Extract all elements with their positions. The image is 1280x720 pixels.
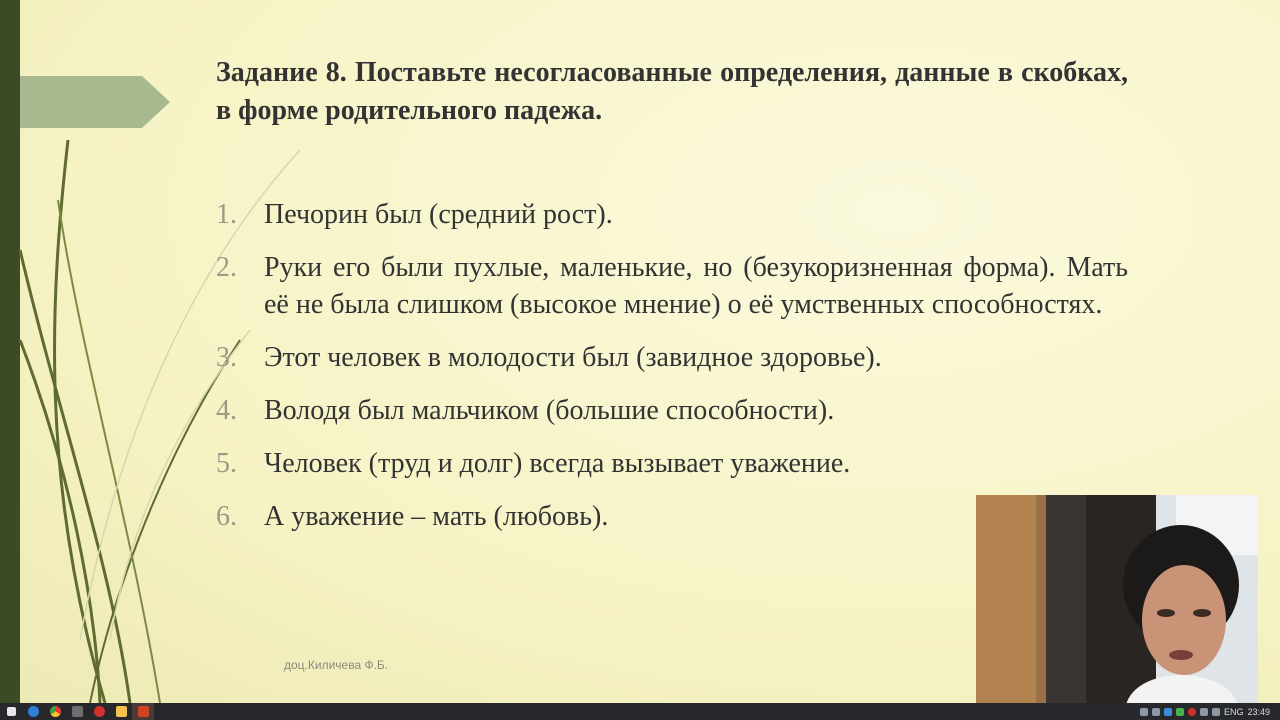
item-text: Этот человек в молодости был (завидное здоровье). xyxy=(264,342,882,373)
powerpoint-icon xyxy=(138,706,149,717)
webcam-overlay[interactable] xyxy=(976,495,1258,705)
item-number: 4. xyxy=(216,395,237,426)
tray-icon[interactable] xyxy=(1200,708,1208,716)
item-number: 6. xyxy=(216,501,237,532)
volume-icon[interactable] xyxy=(1212,708,1220,716)
item-text: Володя был мальчиком (большие способности). xyxy=(264,395,835,426)
list-item xyxy=(214,339,1128,376)
taskbar-app-recorder[interactable] xyxy=(88,703,110,720)
slide-footer: доц.Киличева Ф.Б. xyxy=(284,658,389,672)
list-item xyxy=(214,445,1128,482)
tray-icon[interactable] xyxy=(1152,708,1160,716)
camera-icon xyxy=(72,706,83,717)
item-number: 2. xyxy=(216,252,237,283)
language-indicator[interactable]: ENG xyxy=(1223,706,1244,717)
taskbar-app-browser[interactable] xyxy=(22,703,44,720)
webcam-video-frame xyxy=(976,495,1258,705)
record-icon xyxy=(94,706,105,717)
taskbar-app-camera[interactable] xyxy=(66,703,88,720)
item-text: Печорин был (средний рост). xyxy=(264,199,613,230)
taskbar-app-powerpoint[interactable] xyxy=(132,703,154,720)
clock[interactable]: 23:49 xyxy=(1247,706,1270,717)
list-item xyxy=(214,392,1128,429)
item-number: 5. xyxy=(216,448,237,479)
list-item xyxy=(214,196,1128,233)
item-number: 3. xyxy=(216,342,237,373)
taskbar xyxy=(0,703,1280,720)
list-item xyxy=(214,249,1128,323)
item-number: 1. xyxy=(216,199,237,230)
start-icon xyxy=(7,707,16,716)
taskbar-app-chrome[interactable] xyxy=(44,703,66,720)
taskbar-app-explorer[interactable] xyxy=(110,703,132,720)
browser-icon xyxy=(28,706,39,717)
tray-icon[interactable] xyxy=(1176,708,1184,716)
start-button[interactable] xyxy=(0,703,22,720)
item-text: Человек (труд и долг) всегда вызывает уважение. xyxy=(264,448,851,479)
folder-icon xyxy=(116,706,127,717)
chrome-icon xyxy=(50,706,61,717)
item-text: А уважение – мать (любовь). xyxy=(264,501,609,532)
system-tray xyxy=(1140,707,1280,717)
tray-icon[interactable] xyxy=(1140,708,1148,716)
title-arrow-decoration xyxy=(20,76,170,128)
tray-icon[interactable] xyxy=(1164,708,1172,716)
tray-icon[interactable] xyxy=(1188,708,1196,716)
task-title: Задание 8. Поставьте несогласованные определения, данные в скобках, в форме родительного падежа. xyxy=(216,57,1128,126)
item-text: Руки его были пухлые, маленькие, но (безукоризненная форма). Мать её не была слишком (высокое мнение) о её умственных способностях. xyxy=(264,252,1128,320)
